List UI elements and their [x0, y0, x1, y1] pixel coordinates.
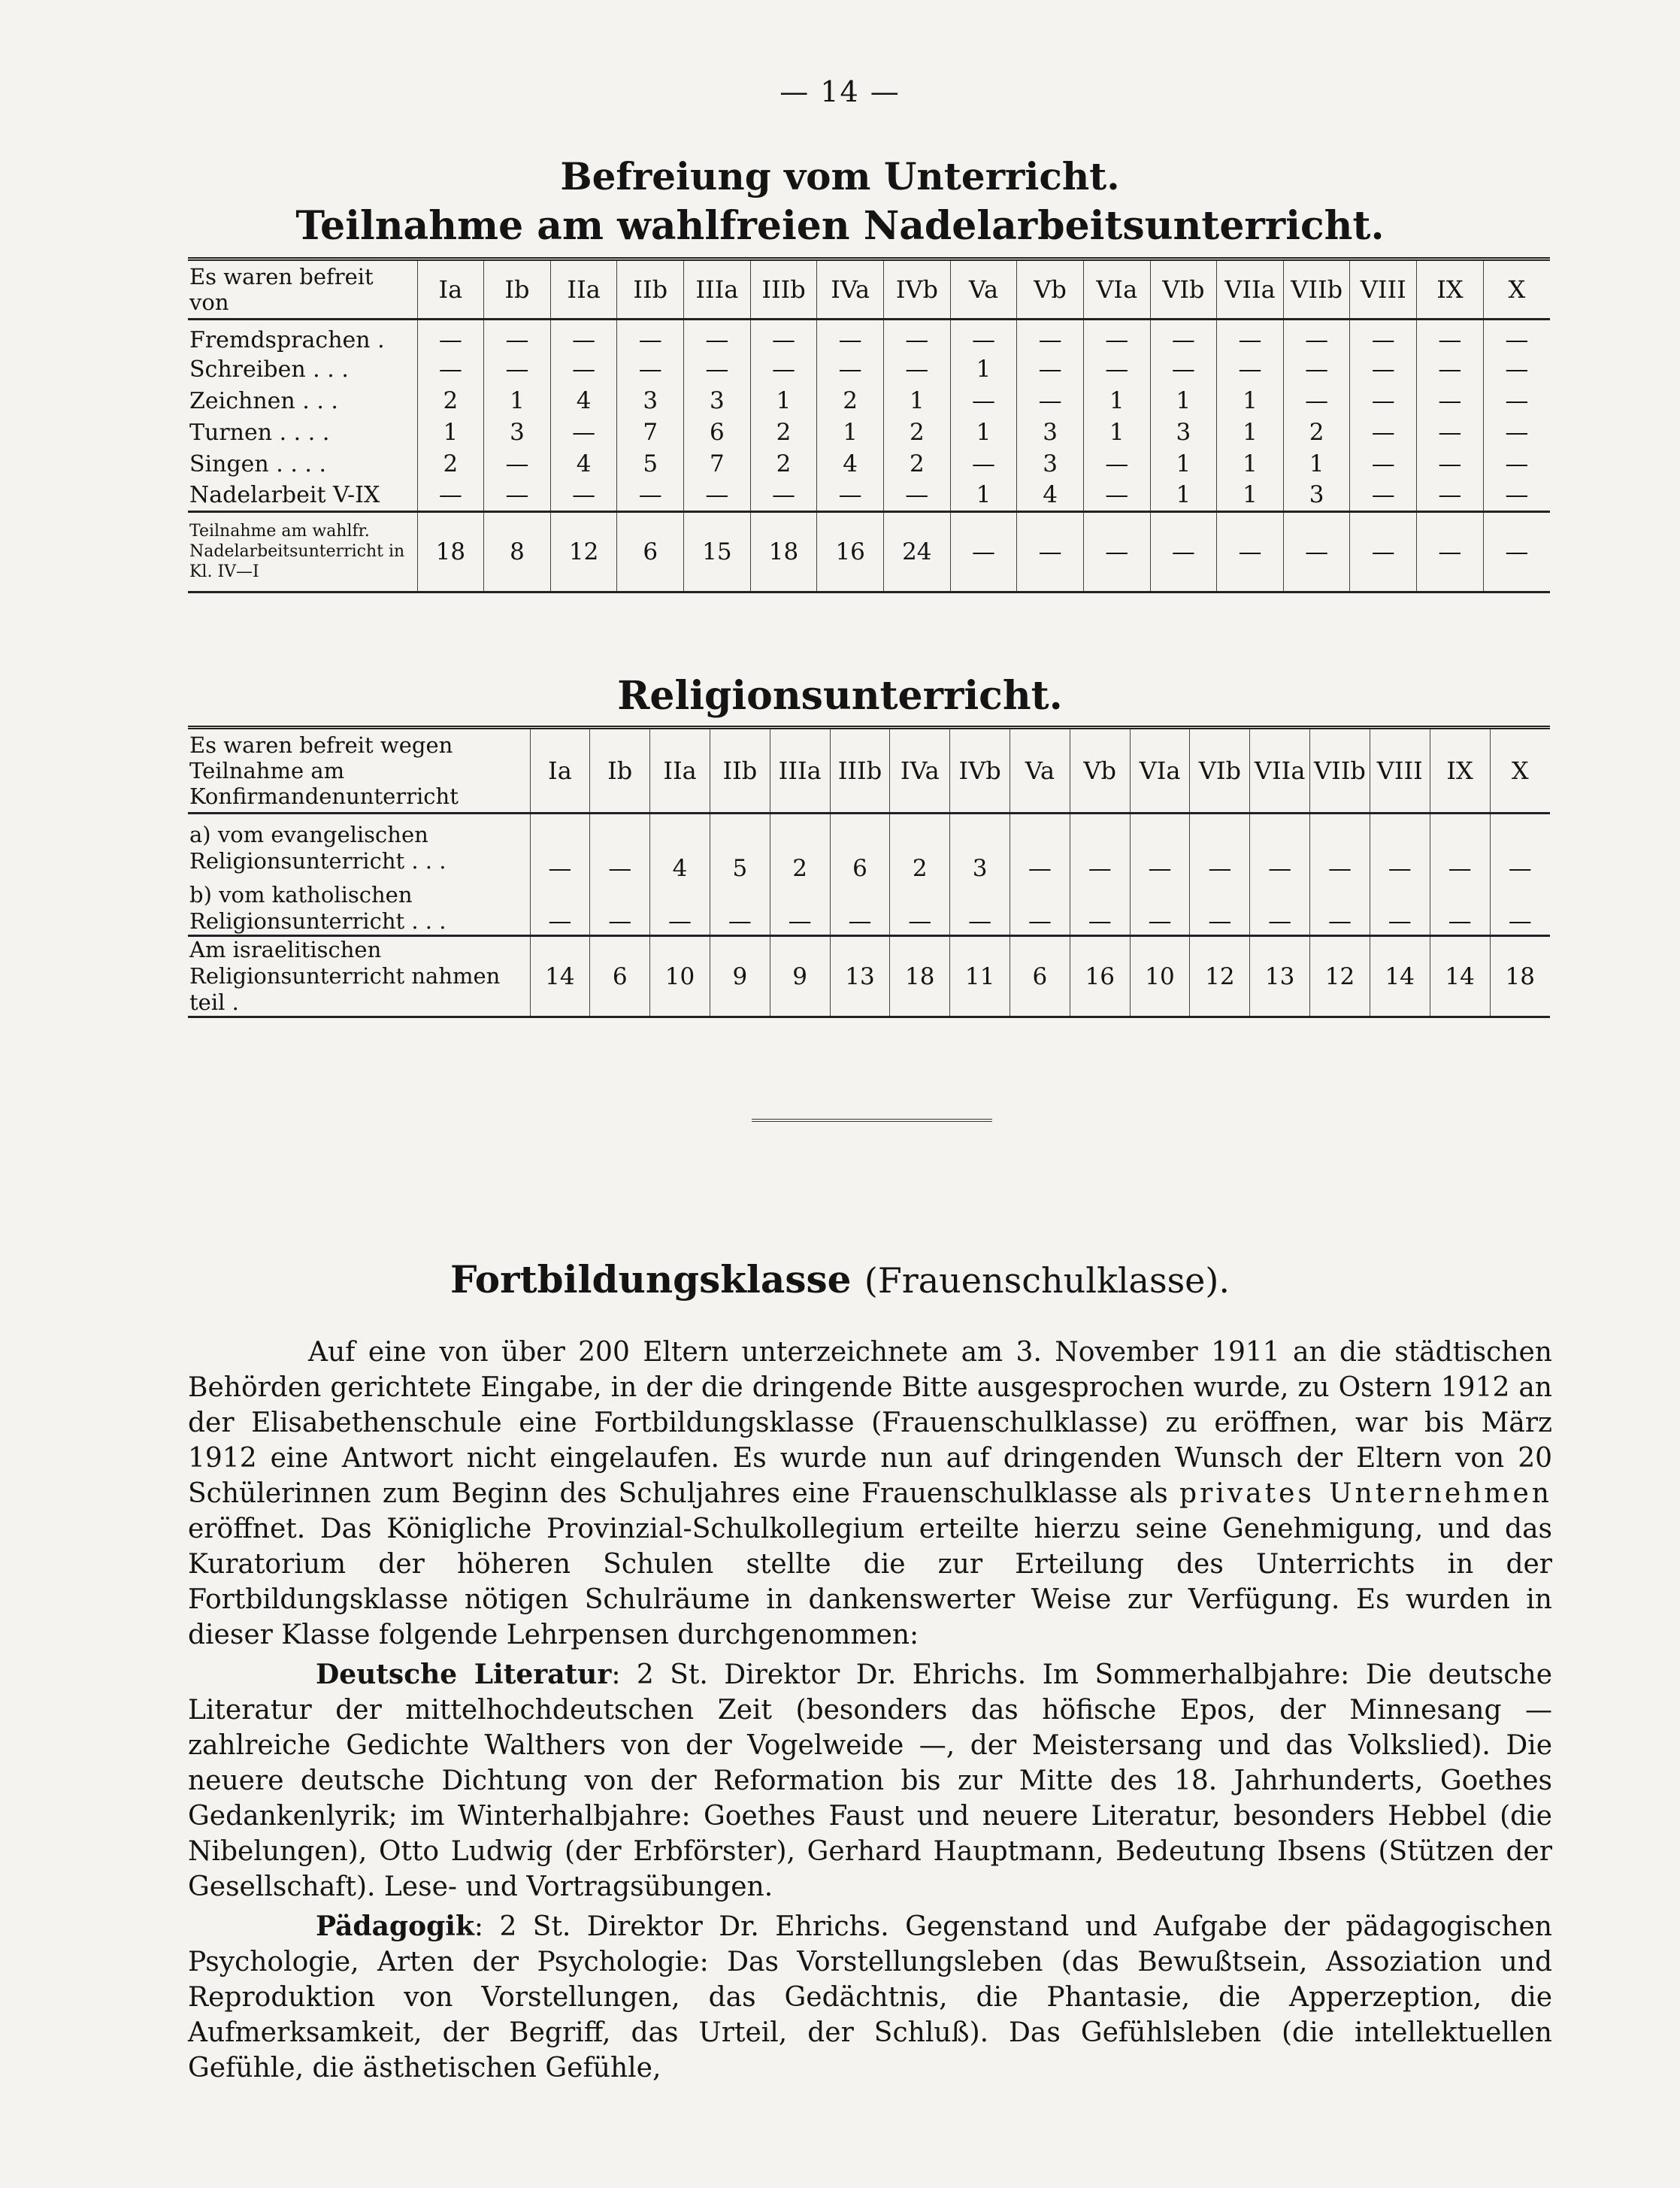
table-cell: —: [1083, 448, 1150, 480]
table-row: [188, 417, 1550, 448]
column-header-Ia: Ia: [417, 259, 484, 320]
table-cell: —: [550, 353, 617, 385]
column-header-IVb: IVb: [883, 259, 950, 320]
table-cell: —: [1150, 320, 1217, 354]
column-header-IIa: IIa: [550, 259, 617, 320]
column-header-VIb: VIb: [1190, 728, 1250, 814]
table-cell: —: [1483, 480, 1550, 511]
table-cell: —: [1417, 320, 1484, 354]
column-header-VIb: VIb: [1150, 259, 1217, 320]
table-cell: 2: [770, 814, 830, 883]
table-cell: 5: [617, 448, 684, 480]
para3-text: : 2 St. Direktor Dr. Ehrichs. Gegenstand und Aufgabe der pädagogischen Psychologie, Arten der Psychologie: Das Vorstellungsleben (das Bewußtsein, Assoziation und Reproduktion von Vorstellungen, das Gedächtnis, die Phantasie, die Apperzeption, die Aufmerksamkeit, der Begriff, das Urteil, der Schluß). Das Gefühlsleben (die intellektuellen Gefühle, die ästhetischen Gefühle,: [188, 1911, 1552, 2083]
table-cell: 4: [817, 448, 884, 480]
table-cell: 3: [484, 417, 551, 448]
table-cell: —: [1217, 353, 1284, 385]
table-cell: 10: [1130, 936, 1190, 1017]
table-cell: —: [1190, 814, 1250, 883]
table-cell: —: [417, 353, 484, 385]
table-cell: 3: [1017, 448, 1084, 480]
table-cell: 2: [750, 448, 817, 480]
table-cell: —: [1250, 814, 1310, 883]
table-cell: —: [1283, 385, 1350, 417]
table-cell: 2: [750, 417, 817, 448]
column-header-VIIb: VIIb: [1283, 259, 1350, 320]
table-cell: 3: [617, 385, 684, 417]
table-cell: —: [1083, 320, 1150, 354]
column-header-VIII: VIII: [1370, 728, 1430, 814]
row-label: b) vom katholischen Religionsunterricht . . .: [189, 882, 446, 934]
table-cell: 3: [1017, 417, 1084, 448]
table-cell: —: [1417, 448, 1484, 480]
table-cell: 8: [484, 511, 551, 592]
table-cell: 3: [1150, 417, 1217, 448]
table-cell: 18: [417, 511, 484, 592]
row-label: Turnen . . . .: [189, 419, 330, 446]
table-cell: 7: [684, 448, 751, 480]
column-header-IIa: IIa: [650, 728, 710, 814]
table-cell: —: [1350, 320, 1417, 354]
table-cell: —: [950, 448, 1017, 480]
table-cell: 24: [883, 511, 950, 592]
column-header-X: X: [1483, 259, 1550, 320]
table1-label-header: Es waren befreit von: [188, 259, 417, 320]
table-cell: —: [1350, 448, 1417, 480]
table-cell: —: [1150, 353, 1217, 385]
table-cell: 1: [484, 385, 551, 417]
table-cell: 15: [684, 511, 751, 592]
table-cell: —: [1283, 511, 1350, 592]
page-number: — 14 —: [779, 75, 901, 108]
table-cell: —: [684, 353, 751, 385]
religion-table: [188, 726, 1550, 1018]
table-cell: —: [1370, 882, 1430, 936]
table-row: [188, 353, 1550, 385]
table-cell: 2: [817, 385, 884, 417]
table-cell: —: [1017, 511, 1084, 592]
table-cell: —: [817, 353, 884, 385]
table-row: [188, 320, 1550, 354]
table-cell: —: [590, 882, 650, 936]
table-cell: —: [1017, 385, 1084, 417]
table-cell: —: [770, 882, 830, 936]
table-cell: —: [1283, 320, 1350, 354]
table-cell: —: [1190, 882, 1250, 936]
table-cell: 1: [1083, 385, 1150, 417]
table-cell: —: [484, 320, 551, 354]
table-row: [188, 882, 1550, 936]
table-cell: 2: [890, 814, 950, 883]
table-cell: 1: [750, 385, 817, 417]
column-header-X: X: [1490, 728, 1550, 814]
table-cell: —: [830, 882, 890, 936]
paragraph-german-literature: [188, 1657, 1552, 1905]
table-cell: 1: [1283, 448, 1350, 480]
column-header-IIIa: IIIa: [770, 728, 830, 814]
row-label: Schreiben . . .: [189, 356, 349, 383]
table-cell: —: [1350, 353, 1417, 385]
table-cell: —: [1350, 385, 1417, 417]
column-header-VIa: VIa: [1130, 728, 1190, 814]
table-row-needlework-participation: [188, 511, 1550, 592]
table-cell: —: [550, 417, 617, 448]
row-label: Nadelarbeit V-IX: [189, 481, 380, 508]
table2-label-header: Es waren befreit wegen Teilnahme am Konfirmandenunterricht: [188, 728, 530, 814]
table-cell: 6: [617, 511, 684, 592]
table-cell: 16: [1070, 936, 1130, 1017]
table-cell: 6: [590, 936, 650, 1017]
table-cell: —: [1083, 353, 1150, 385]
table-cell: —: [1483, 320, 1550, 354]
table-cell: 3: [950, 814, 1010, 883]
table-cell: 12: [1310, 936, 1370, 1017]
para1-spaced: privates Unternehmen: [1179, 1478, 1552, 1509]
table-cell: 1: [883, 385, 950, 417]
table-cell: 18: [1490, 936, 1550, 1017]
table-cell: 4: [550, 448, 617, 480]
column-header-IVb: IVb: [950, 728, 1010, 814]
table-cell: 1: [817, 417, 884, 448]
row-label: a) vom evangelischen Religionsunterricht . . .: [189, 822, 446, 874]
table-cell: 5: [710, 814, 770, 883]
table-cell: 14: [1430, 936, 1490, 1017]
para2-text: : 2 St. Direktor Dr. Ehrichs. Im Sommerhalbjahre: Die deutsche Literatur der mittelhochdeutschen Zeit (besonders das höfische Epos, der Minnesang — zahlreiche Gedichte Walthers von der Vogelweide —, der Meistersang und das Volkslied). Die neuere deutsche Dichtung von der Reformation bis zur Mitte des 18. Jahrhunderts, Goethes Gedankenlyrik; im Winterhalbjahre: Goethes Faust und neuere Literatur, besonders Hebbel (die Nibelungen), Otto Ludwig (der Erbförster), Gerhard Hauptmann, Bedeutung Ibsens (Stützen der Gesellschaft). Lese- und Vortragsübungen.: [188, 1659, 1552, 1902]
table-row: [188, 385, 1550, 417]
heading-continuation-class: [0, 1257, 1680, 1302]
table-cell: —: [1483, 511, 1550, 592]
table-cell: 1: [950, 480, 1017, 511]
table-cell: 1: [1150, 480, 1217, 511]
table-cell: —: [950, 511, 1017, 592]
table-cell: —: [530, 814, 590, 883]
table-cell: —: [1250, 882, 1310, 936]
table-cell: —: [883, 320, 950, 354]
table-cell: —: [1017, 353, 1084, 385]
column-header-Ib: Ib: [484, 259, 551, 320]
table-cell: —: [1350, 417, 1417, 448]
column-header-VIIa: VIIa: [1250, 728, 1310, 814]
table-row: [188, 814, 1550, 883]
table-cell: 4: [1017, 480, 1084, 511]
table-row: [188, 480, 1550, 511]
table-cell: 1: [1217, 385, 1284, 417]
table-cell: 13: [830, 936, 890, 1017]
table-cell: —: [1350, 480, 1417, 511]
table-cell: —: [817, 480, 884, 511]
table-cell: 4: [550, 385, 617, 417]
table-cell: —: [750, 320, 817, 354]
table-cell: 2: [1283, 417, 1350, 448]
column-header-Va: Va: [950, 259, 1017, 320]
table-cell: 2: [417, 385, 484, 417]
table-cell: —: [1283, 353, 1350, 385]
row-label: Teilnahme am wahlfr. Nadelarbeitsunterricht in Kl. IV—I: [188, 511, 417, 592]
table-cell: 10: [650, 936, 710, 1017]
column-header-IX: IX: [1417, 259, 1484, 320]
column-header-Ia: Ia: [530, 728, 590, 814]
table-cell: —: [817, 320, 884, 354]
table-cell: —: [1130, 814, 1190, 883]
table-cell: —: [1017, 320, 1084, 354]
table-cell: —: [417, 480, 484, 511]
table-cell: —: [617, 353, 684, 385]
table-cell: —: [1010, 882, 1070, 936]
column-header-VIIb: VIIb: [1310, 728, 1370, 814]
table-cell: 6: [684, 417, 751, 448]
table-cell: 4: [650, 814, 710, 883]
table-cell: —: [1310, 882, 1370, 936]
table-cell: —: [1217, 320, 1284, 354]
table-cell: —: [1483, 448, 1550, 480]
table-cell: —: [950, 882, 1010, 936]
table-cell: 2: [883, 417, 950, 448]
table-cell: 3: [684, 385, 751, 417]
column-header-IVa: IVa: [890, 728, 950, 814]
table-cell: —: [710, 882, 770, 936]
table-cell: 16: [817, 511, 884, 592]
table-cell: —: [1083, 511, 1150, 592]
table-cell: —: [750, 353, 817, 385]
table-cell: —: [883, 480, 950, 511]
table-cell: 6: [830, 814, 890, 883]
table-cell: 3: [1283, 480, 1350, 511]
table-cell: —: [1083, 480, 1150, 511]
table-cell: 1: [1217, 417, 1284, 448]
heading-needlework: Teilnahme am wahlfreien Nadelarbeitsunterricht.: [295, 203, 1385, 249]
column-header-IIb: IIb: [617, 259, 684, 320]
column-header-VIIa: VIIa: [1217, 259, 1284, 320]
table-cell: —: [1417, 511, 1484, 592]
table-cell: —: [883, 353, 950, 385]
table-cell: 11: [950, 936, 1010, 1017]
column-header-IIb: IIb: [710, 728, 770, 814]
table-cell: —: [1150, 511, 1217, 592]
table-cell: —: [1310, 814, 1370, 883]
table-row: [188, 936, 1550, 1017]
table-cell: —: [1010, 814, 1070, 883]
table-cell: —: [1430, 814, 1490, 883]
paragraph-intro: [188, 1335, 1552, 1653]
heading-exemption: Befreiung vom Unterricht.: [560, 154, 1120, 198]
column-header-IIIb: IIIb: [830, 728, 890, 814]
table-cell: —: [684, 480, 751, 511]
table-cell: —: [1483, 385, 1550, 417]
table-cell: —: [1430, 882, 1490, 936]
table-cell: —: [550, 480, 617, 511]
column-header-Vb: Vb: [1070, 728, 1130, 814]
table-cell: 12: [550, 511, 617, 592]
table-cell: —: [550, 320, 617, 354]
table-cell: —: [1490, 882, 1550, 936]
row-label: Am israelitischen Religionsunterricht nahmen teil .: [188, 936, 530, 1017]
table-cell: 1: [417, 417, 484, 448]
para2-title: Deutsche Literatur: [316, 1659, 612, 1690]
para1-part-a: Auf eine von über 200 Eltern unterzeichnete am 3. November 1911 an die städtischen Behörden gerichtete Eingabe, in der die dringende Bitte ausgesprochen wurde, zu Ostern 1912 an der Elisabethenschule eine Fortbildungsklasse (Frauenschulklasse) zu eröffnen, war bis März 1912 eine Antwort nicht eingelaufen. Es wurde nun auf dringenden Wunsch der Eltern von 20 Schülerinnen zum Beginn des Schuljahres eine Frauenschulklasse als: [188, 1337, 1552, 1509]
table-cell: 13: [1250, 936, 1310, 1017]
row-label: Zeichnen . . .: [189, 387, 338, 414]
column-header-Ib: Ib: [590, 728, 650, 814]
section-divider: [752, 1119, 992, 1122]
row-label: Fremdsprachen .: [189, 326, 385, 353]
table-cell: —: [1130, 882, 1190, 936]
table-cell: —: [750, 480, 817, 511]
table-row: [188, 448, 1550, 480]
table-cell: —: [1070, 882, 1130, 936]
table-cell: 1: [1150, 385, 1217, 417]
table-cell: —: [1417, 417, 1484, 448]
table-cell: 1: [1083, 417, 1150, 448]
para3-title: Pädagogik: [316, 1911, 474, 1942]
heading4-paren: (Frauenschulklasse).: [864, 1260, 1230, 1301]
table-cell: 9: [770, 936, 830, 1017]
table-cell: 14: [1370, 936, 1430, 1017]
column-header-VIII: VIII: [1350, 259, 1417, 320]
table-cell: —: [1370, 814, 1430, 883]
body-text: [188, 1335, 1552, 2090]
table-cell: 2: [883, 448, 950, 480]
table-cell: —: [1217, 511, 1284, 592]
column-header-Va: Va: [1010, 728, 1070, 814]
table-cell: —: [617, 320, 684, 354]
row-label: Singen . . . .: [189, 450, 327, 477]
table-cell: —: [484, 353, 551, 385]
table-cell: —: [684, 320, 751, 354]
table-cell: —: [530, 882, 590, 936]
table-cell: 12: [1190, 936, 1250, 1017]
table-cell: —: [417, 320, 484, 354]
table-cell: —: [650, 882, 710, 936]
paragraph-pedagogy: [188, 1909, 1552, 2086]
column-header-VIa: VIa: [1083, 259, 1150, 320]
table-cell: —: [1350, 511, 1417, 592]
table-cell: 1: [950, 353, 1017, 385]
column-header-IIIa: IIIa: [684, 259, 751, 320]
table-cell: —: [590, 814, 650, 883]
table-cell: 18: [890, 936, 950, 1017]
table-cell: 1: [1217, 448, 1284, 480]
table-cell: 1: [950, 417, 1017, 448]
table-cell: —: [1483, 353, 1550, 385]
table-cell: —: [484, 480, 551, 511]
column-header-IVa: IVa: [817, 259, 884, 320]
table-cell: —: [617, 480, 684, 511]
column-header-IIIb: IIIb: [750, 259, 817, 320]
table-cell: —: [1417, 353, 1484, 385]
table-cell: —: [1417, 480, 1484, 511]
table-cell: 2: [417, 448, 484, 480]
table-cell: —: [950, 320, 1017, 354]
table-cell: 14: [530, 936, 590, 1017]
table-cell: 6: [1010, 936, 1070, 1017]
heading4-main: Fortbildungsklasse: [450, 1257, 852, 1302]
table-cell: 1: [1150, 448, 1217, 480]
exemption-table: [188, 257, 1550, 593]
table-cell: —: [950, 385, 1017, 417]
table-cell: —: [1483, 417, 1550, 448]
table-cell: 9: [710, 936, 770, 1017]
column-header-Vb: Vb: [1017, 259, 1084, 320]
para1-part-b: eröffnet. Das Königliche Provinzial-Schulkollegium erteilte hierzu seine Genehmigung, und das Kuratorium der höheren Schulen stellte die zur Erteilung des Unterrichts in der Fortbildungsklasse nötigen Schulräume in dankenswerter Weise zur Verfügung. Es wurden in dieser Klasse folgende Lehrpensen durchgenommen:: [188, 1514, 1552, 1650]
table-cell: —: [1070, 814, 1130, 883]
heading-religion: Religionsunterricht.: [617, 673, 1063, 719]
table-cell: 1: [1217, 480, 1284, 511]
table-cell: —: [890, 882, 950, 936]
table-cell: 7: [617, 417, 684, 448]
table-cell: —: [1417, 385, 1484, 417]
column-header-IX: IX: [1430, 728, 1490, 814]
table-cell: —: [1490, 814, 1550, 883]
table-cell: —: [484, 448, 551, 480]
table-cell: 18: [750, 511, 817, 592]
